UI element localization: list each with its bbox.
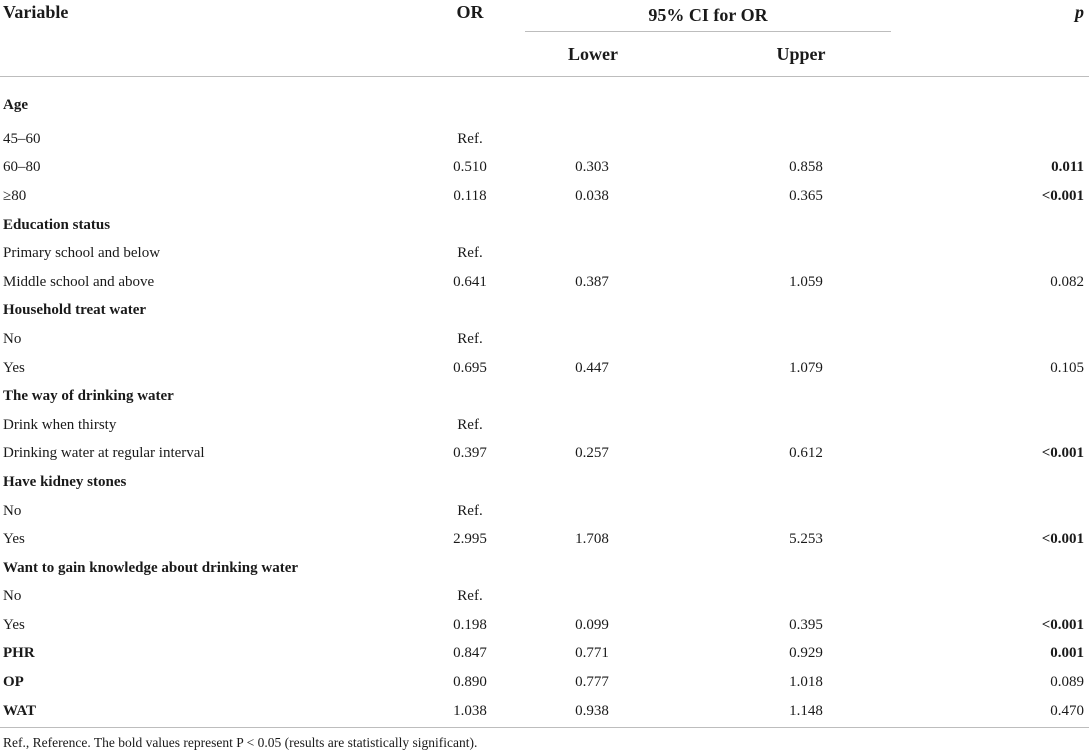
cell-or: Ref. [457, 130, 483, 147]
table-row [0, 182, 1089, 211]
header-p: p [1075, 2, 1085, 22]
group-row [0, 468, 1089, 497]
table-footnote: Ref., Reference. The bold values represent P < 0.05 (results are statistically significant). [3, 735, 478, 750]
table-row [0, 325, 1089, 354]
cell-lower [525, 77, 661, 126]
cell-lower: 0.387 [575, 273, 609, 290]
cell-or: 0.695 [453, 359, 487, 376]
cell-p: 0.011 [1051, 159, 1085, 176]
header-variable: Variable [3, 2, 69, 22]
cell-lower [525, 239, 661, 268]
cell-or [415, 77, 525, 126]
table-row [0, 497, 1089, 526]
group-row [0, 382, 1089, 411]
header-or: OR [456, 2, 484, 22]
cell-p [901, 211, 1089, 240]
cell-variable: Yes [3, 359, 25, 376]
cell-p [901, 468, 1089, 497]
group-row [0, 77, 1089, 126]
table-row [0, 154, 1089, 183]
cell-upper: 0.395 [789, 616, 823, 633]
cell-or: 1.038 [453, 702, 487, 719]
cell-variable: Drink when thirsty [3, 416, 117, 433]
header-ci [525, 0, 901, 32]
cell-upper: 1.018 [789, 674, 823, 691]
cell-or [415, 382, 525, 411]
cell-lower [525, 554, 661, 583]
cell-variable: No [3, 330, 22, 347]
cell-upper [661, 468, 901, 497]
cell-or: 2.995 [453, 531, 487, 548]
cell-upper [661, 297, 901, 326]
cell-lower: 1.708 [575, 531, 609, 548]
cell-or [415, 297, 525, 326]
cell-or [415, 468, 525, 497]
table-row [0, 239, 1089, 268]
cell-upper [661, 125, 901, 154]
cell-or: Ref. [457, 330, 483, 347]
cell-upper [661, 239, 901, 268]
cell-p: 0.001 [1050, 645, 1085, 662]
cell-p [901, 125, 1089, 154]
cell-upper [661, 382, 901, 411]
cell-or: Ref. [457, 502, 483, 519]
cell-upper: 0.929 [789, 645, 823, 662]
cell-p: <0.001 [1041, 187, 1085, 204]
cell-lower [525, 325, 661, 354]
cell-upper [661, 583, 901, 612]
cell-variable: OP [3, 674, 24, 691]
cell-p [901, 554, 1089, 583]
cell-variable: Middle school and above [3, 273, 155, 290]
group-row [0, 211, 1089, 240]
cell-or: 0.641 [453, 273, 487, 290]
cell-upper [661, 325, 901, 354]
cell-variable: No [3, 588, 22, 605]
cell-variable: Education status [3, 216, 111, 233]
table-row [0, 611, 1089, 640]
cell-variable: Yes [3, 531, 25, 548]
table-row [0, 525, 1089, 554]
cell-upper [661, 554, 901, 583]
cell-upper [661, 211, 901, 240]
cell-p [901, 77, 1089, 126]
cell-or: Ref. [457, 245, 483, 262]
cell-variable: The way of drinking water [3, 388, 174, 405]
group-row [0, 668, 1089, 697]
cell-upper: 0.365 [789, 187, 823, 204]
table-row [0, 411, 1089, 440]
cell-p [901, 239, 1089, 268]
cell-lower [525, 411, 661, 440]
header-ci-label: 95% CI for OR [525, 0, 891, 32]
cell-variable: ≥80 [3, 187, 27, 204]
cell-upper [661, 497, 901, 526]
cell-lower [525, 125, 661, 154]
cell-or: Ref. [457, 588, 483, 605]
cell-upper: 0.858 [789, 159, 823, 176]
cell-or: 0.890 [453, 674, 487, 691]
cell-lower: 0.771 [575, 645, 609, 662]
cell-variable: Age [3, 96, 28, 113]
cell-or [415, 211, 525, 240]
cell-upper: 5.253 [789, 531, 823, 548]
cell-or: 0.198 [453, 616, 487, 633]
cell-lower [525, 497, 661, 526]
cell-p: 0.470 [1050, 702, 1085, 719]
group-row [0, 697, 1089, 726]
cell-lower: 0.447 [575, 359, 609, 376]
cell-upper: 1.079 [789, 359, 823, 376]
cell-or [415, 554, 525, 583]
cell-p [901, 583, 1089, 612]
cell-p [901, 297, 1089, 326]
cell-upper: 1.148 [789, 702, 823, 719]
cell-p [901, 325, 1089, 354]
cell-p: <0.001 [1041, 445, 1085, 462]
cell-lower: 0.099 [575, 616, 609, 633]
cell-variable: WAT [3, 702, 37, 719]
cell-upper: 0.612 [789, 445, 823, 462]
table-row [0, 125, 1089, 154]
cell-upper: 1.059 [789, 273, 823, 290]
cell-lower: 0.038 [575, 187, 609, 204]
cell-variable: PHR [3, 645, 35, 662]
cell-or: Ref. [457, 416, 483, 433]
cell-upper [661, 77, 901, 126]
cell-p: 0.089 [1050, 674, 1085, 691]
table-row [0, 440, 1089, 469]
cell-variable: Yes [3, 616, 25, 633]
cell-lower [525, 468, 661, 497]
cell-p: 0.105 [1050, 359, 1085, 376]
cell-or: 0.118 [453, 187, 487, 204]
cell-lower: 0.257 [575, 445, 609, 462]
cell-p: <0.001 [1041, 531, 1085, 548]
cell-upper [661, 411, 901, 440]
cell-p [901, 411, 1089, 440]
cell-variable: Drinking water at regular interval [3, 445, 205, 462]
table-row [0, 583, 1089, 612]
cell-lower: 0.938 [575, 702, 609, 719]
cell-p [901, 382, 1089, 411]
table-row [0, 268, 1089, 297]
table-row [0, 354, 1089, 383]
cell-lower [525, 382, 661, 411]
cell-variable: Have kidney stones [3, 473, 127, 490]
cell-lower [525, 583, 661, 612]
cell-or: 0.847 [453, 645, 487, 662]
cell-variable: Primary school and below [3, 245, 161, 262]
cell-variable: 60–80 [3, 159, 41, 176]
group-row [0, 297, 1089, 326]
cell-or: 0.397 [453, 445, 487, 462]
cell-lower [525, 297, 661, 326]
table-body [0, 77, 1089, 726]
table-bottom-rule [0, 727, 1089, 728]
header-lower: Lower [568, 43, 618, 64]
cell-lower: 0.777 [575, 674, 609, 691]
cell-variable: No [3, 502, 22, 519]
table-header [0, 0, 1089, 77]
header-upper: Upper [776, 43, 826, 64]
cell-lower: 0.303 [575, 159, 609, 176]
cell-variable: Household treat water [3, 302, 147, 319]
cell-p: <0.001 [1041, 616, 1085, 633]
cell-p: 0.082 [1050, 273, 1085, 290]
cell-or: 0.510 [453, 159, 487, 176]
cell-lower [525, 211, 661, 240]
group-row [0, 554, 1089, 583]
cell-p [901, 497, 1089, 526]
cell-variable: 45–60 [3, 130, 41, 147]
cell-variable: Want to gain knowledge about drinking water [3, 559, 299, 576]
group-row [0, 640, 1089, 669]
